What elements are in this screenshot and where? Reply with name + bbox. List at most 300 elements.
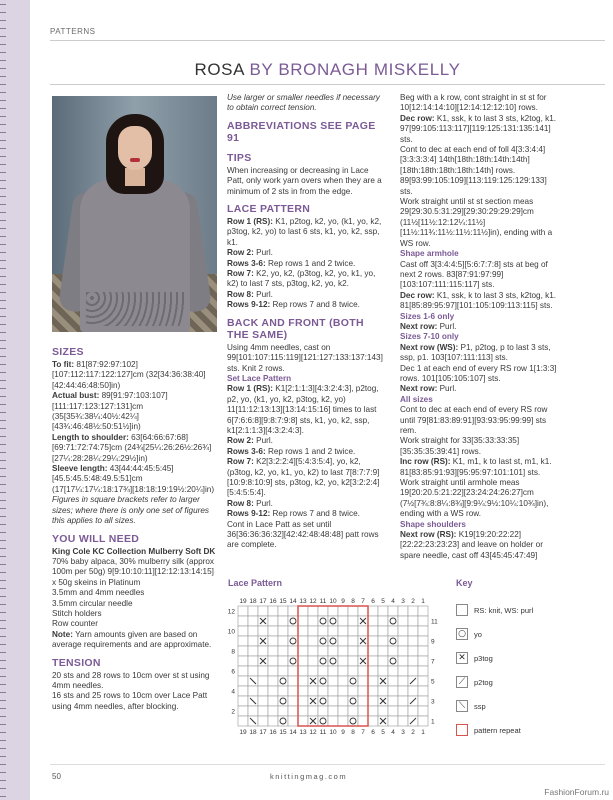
chart-cell bbox=[378, 616, 388, 626]
ruler-tick bbox=[0, 500, 6, 501]
chart-cell bbox=[318, 606, 328, 616]
ruler-tick bbox=[0, 644, 6, 645]
chart-cell bbox=[328, 606, 338, 616]
row-label: 1 bbox=[431, 718, 435, 726]
chart-cell bbox=[258, 626, 268, 636]
ruler-tick bbox=[0, 668, 6, 669]
chart-cell bbox=[388, 696, 398, 706]
chart-cell bbox=[288, 616, 298, 626]
chart-cell bbox=[398, 656, 408, 666]
chart-cell bbox=[408, 666, 418, 676]
chart-cell bbox=[378, 646, 388, 656]
chart-cell bbox=[268, 666, 278, 676]
chart-cell bbox=[288, 686, 298, 696]
chart-cell bbox=[368, 606, 378, 616]
chart-cell bbox=[418, 626, 428, 636]
chart-cell bbox=[278, 716, 288, 726]
column-number: 10 bbox=[329, 598, 337, 605]
ruler-tick bbox=[0, 300, 6, 301]
chart-cell bbox=[418, 696, 428, 706]
chart-cell bbox=[268, 646, 278, 656]
chart-cell bbox=[278, 706, 288, 716]
ruler-tick bbox=[0, 116, 6, 117]
chart-cell bbox=[338, 646, 348, 656]
chart-cell bbox=[268, 706, 278, 716]
chart-cell bbox=[368, 636, 378, 646]
ruler-tick bbox=[0, 516, 6, 517]
column-number: 7 bbox=[361, 598, 365, 605]
ruler-tick bbox=[0, 628, 6, 629]
chart-cell bbox=[358, 696, 368, 706]
ruler-tick bbox=[0, 100, 6, 101]
chart-cell bbox=[288, 626, 298, 636]
sizes-column: SIZES To fit: 81[87:92:97:102][107:112:117:122:127]cm (32[34:36:38:40][42:44:46:48:50]in) Actual bust: 89[91:97:103:107][111:117:123:127:131]cm (35[35¾:38¼:40½:42¼][43¾:46:48½:50:51½]in) Length to shoulder: 63[64:66:67:68][69:71:72:74:75]cm (24¾[25¼:26:26½:26¾][27¼:28:28¼:29¼:29½]in) Sleeve length: 43[44:44:45:5:45][45.5:45.5:48:49.5:51]cm (17[17¼:17¼:18:17¾][18:18:19:19½:20¼]in) Figures in square brackets refer to larger sizes; where there is only one set of figures this applies to all sizes. YOU WILL NEED King Cole KC Collection Mulberry Soft DK 70% baby alpaca, 30% mulberry silk (approx 100m per 50g) 9[9:10:10:11][12:12:13:14:15] x 50g skeins in Platinum 3.5mm and 4mm needles 3.5mm circular needle Stitch holders Row counter Note: Yarn amounts given are based on average requirements and are approximate. TENSION 20 sts and 28 rows to 10cm over st st using 4mm needles. 16 sts and 25 rows to 10cm over Lace Patt using 4mm needles, after blocking. bbox=[52, 346, 216, 711]
chart-cell bbox=[248, 666, 258, 676]
chart-cell bbox=[238, 666, 248, 676]
key-label: ssp bbox=[474, 701, 486, 711]
chart-cell bbox=[248, 646, 258, 656]
chart-cell bbox=[308, 686, 318, 696]
key-title: Key bbox=[456, 578, 473, 588]
chart-cell bbox=[368, 706, 378, 716]
chart-cell bbox=[238, 656, 248, 666]
ruler-tick bbox=[0, 20, 6, 21]
ruler-tick bbox=[0, 572, 6, 573]
chart-cell bbox=[318, 656, 328, 666]
ruler-tick bbox=[0, 540, 6, 541]
key-symbol-icon: ✕ bbox=[456, 652, 468, 664]
chart-cell bbox=[248, 616, 258, 626]
chart-cell bbox=[338, 686, 348, 696]
chart-cell bbox=[408, 626, 418, 636]
column-number: 16 bbox=[269, 598, 277, 605]
ruler-tick bbox=[0, 588, 6, 589]
chart-cell bbox=[288, 666, 298, 676]
chart-cell bbox=[388, 616, 398, 626]
chart-cell bbox=[328, 676, 338, 686]
chart-cell bbox=[238, 696, 248, 706]
key-label: pattern repeat bbox=[474, 725, 521, 735]
ruler-tick bbox=[0, 652, 6, 653]
chart-cell bbox=[308, 666, 318, 676]
chart-cell bbox=[408, 656, 418, 666]
ruler-tick bbox=[0, 532, 6, 533]
chart-cell bbox=[278, 616, 288, 626]
chart-cell bbox=[328, 666, 338, 676]
ruler-tick bbox=[0, 412, 6, 413]
ruler-tick bbox=[0, 756, 6, 757]
chart-cell bbox=[298, 656, 308, 666]
ruler-tick bbox=[0, 12, 6, 13]
chart-cell bbox=[338, 636, 348, 646]
chart-cell bbox=[238, 626, 248, 636]
ruler-tick bbox=[0, 332, 6, 333]
ruler-tick bbox=[0, 772, 6, 773]
row-label: 6 bbox=[231, 668, 235, 676]
chart-cell bbox=[398, 706, 408, 716]
chart-cell bbox=[398, 676, 408, 686]
chart-cell bbox=[318, 686, 328, 696]
chart-cell bbox=[318, 646, 328, 656]
set-lace-subheading: Set Lace Pattern bbox=[227, 373, 292, 383]
chart-cell bbox=[348, 676, 358, 686]
chart-cell bbox=[388, 716, 398, 726]
ruler-tick bbox=[0, 524, 6, 525]
page-title bbox=[50, 60, 605, 80]
chart-cell bbox=[248, 636, 258, 646]
chart-cell bbox=[268, 676, 278, 686]
divider bbox=[50, 40, 605, 41]
ruler-tick bbox=[0, 460, 6, 461]
ruler-tick bbox=[0, 676, 6, 677]
column-number: 5 bbox=[381, 598, 385, 605]
column-number: 19 bbox=[239, 729, 247, 736]
model-photo bbox=[52, 96, 217, 332]
ruler-tick bbox=[0, 596, 6, 597]
chart-cell bbox=[298, 696, 308, 706]
column-number: 18 bbox=[249, 729, 257, 736]
ruler-tick bbox=[0, 420, 6, 421]
chart-cell bbox=[418, 686, 428, 696]
divider bbox=[50, 764, 605, 765]
ruler-tick bbox=[0, 276, 6, 277]
chart-cell bbox=[348, 716, 358, 726]
key-symbol-icon bbox=[456, 604, 468, 616]
chart-cell bbox=[328, 716, 338, 726]
chart-cell bbox=[348, 666, 358, 676]
ruler-tick bbox=[0, 92, 6, 93]
edge-ruler bbox=[0, 0, 30, 800]
chart-cell bbox=[368, 656, 378, 666]
column-number: 15 bbox=[279, 729, 287, 736]
chart-cell bbox=[238, 616, 248, 626]
ruler-tick bbox=[0, 692, 6, 693]
ruler-tick bbox=[0, 164, 6, 165]
chart-cell bbox=[258, 666, 268, 676]
ruler-tick bbox=[0, 780, 6, 781]
chart-cell bbox=[408, 636, 418, 646]
key-item bbox=[456, 628, 482, 640]
chart-cell bbox=[238, 686, 248, 696]
chart-cell bbox=[348, 626, 358, 636]
ruler-tick bbox=[0, 348, 6, 349]
chart-cell bbox=[388, 676, 398, 686]
row-label: 8 bbox=[231, 648, 235, 656]
chart-cell bbox=[418, 646, 428, 656]
chart-cell bbox=[348, 606, 358, 616]
row-label: 2 bbox=[231, 708, 235, 716]
chart-cell bbox=[258, 646, 268, 656]
chart-cell bbox=[338, 676, 348, 686]
column-number: 6 bbox=[371, 729, 375, 736]
ruler-tick bbox=[0, 324, 6, 325]
chart-cell bbox=[398, 616, 408, 626]
chart-cell bbox=[338, 606, 348, 616]
chart-cell bbox=[248, 606, 258, 616]
chart-cell bbox=[338, 656, 348, 666]
chart-cell bbox=[298, 616, 308, 626]
chart-cell bbox=[308, 626, 318, 636]
chart-cell bbox=[348, 686, 358, 696]
row-label: 3 bbox=[431, 698, 435, 706]
chart-cell bbox=[388, 656, 398, 666]
chart-cell bbox=[358, 606, 368, 616]
ruler-tick bbox=[0, 244, 6, 245]
ruler-tick bbox=[0, 292, 6, 293]
key-symbol-icon: ○ bbox=[456, 628, 468, 640]
chart-cell bbox=[318, 636, 328, 646]
ruler-tick bbox=[0, 372, 6, 373]
chart-cell bbox=[238, 676, 248, 686]
chart-cell bbox=[398, 626, 408, 636]
ruler-tick bbox=[0, 140, 6, 141]
ruler-tick bbox=[0, 476, 6, 477]
ruler-tick bbox=[0, 660, 6, 661]
chart-cell bbox=[348, 616, 358, 626]
ruler-tick bbox=[0, 172, 6, 173]
chart-cell bbox=[288, 716, 298, 726]
chart-cell bbox=[328, 656, 338, 666]
chart-cell bbox=[398, 686, 408, 696]
ruler-tick bbox=[0, 356, 6, 357]
chart-cell bbox=[338, 616, 348, 626]
ruler-tick bbox=[0, 564, 6, 565]
chart-cell bbox=[268, 616, 278, 626]
chart-cell bbox=[318, 626, 328, 636]
ruler-tick bbox=[0, 180, 6, 181]
chart-cell bbox=[268, 696, 278, 706]
chart-cell bbox=[348, 656, 358, 666]
chart-cell bbox=[278, 656, 288, 666]
row-label: 7 bbox=[431, 658, 435, 666]
ruler-tick bbox=[0, 764, 6, 765]
key-item bbox=[456, 700, 486, 712]
ruler-tick bbox=[0, 156, 6, 157]
ruler-tick bbox=[0, 52, 6, 53]
column-number: 15 bbox=[279, 598, 287, 605]
chart-cell bbox=[318, 706, 328, 716]
chart-cell bbox=[358, 646, 368, 656]
chart-cell bbox=[238, 716, 248, 726]
ruler-tick bbox=[0, 252, 6, 253]
ruler-tick bbox=[0, 148, 6, 149]
chart-cell bbox=[418, 636, 428, 646]
ruler-tick bbox=[0, 260, 6, 261]
chart-cell bbox=[408, 606, 418, 616]
chart-cell bbox=[258, 696, 268, 706]
chart-cell bbox=[238, 646, 248, 656]
key-label: p3tog bbox=[474, 653, 493, 663]
chart-cell bbox=[238, 606, 248, 616]
column-number: 13 bbox=[299, 729, 307, 736]
chart-cell bbox=[398, 696, 408, 706]
row-label: 9 bbox=[431, 638, 435, 646]
column-number: 2 bbox=[411, 598, 415, 605]
column-number: 19 bbox=[239, 598, 247, 605]
chart-cell bbox=[388, 626, 398, 636]
chart-cell bbox=[368, 646, 378, 656]
ruler-tick bbox=[0, 236, 6, 237]
row-label: 11 bbox=[431, 618, 438, 626]
ruler-tick bbox=[0, 388, 6, 389]
ruler-tick bbox=[0, 428, 6, 429]
chart-cell bbox=[308, 706, 318, 716]
ruler-tick bbox=[0, 396, 6, 397]
key-item bbox=[456, 676, 493, 688]
back-front-heading: BACK AND FRONT (BOTH THE SAME) bbox=[227, 316, 364, 341]
column-number: 3 bbox=[401, 598, 405, 605]
chart-cell bbox=[398, 606, 408, 616]
ruler-tick bbox=[0, 340, 6, 341]
row-label: 12 bbox=[227, 608, 235, 616]
ruler-tick bbox=[0, 620, 6, 621]
chart-cell bbox=[268, 656, 278, 666]
chart-cell bbox=[358, 666, 368, 676]
chart-cell bbox=[298, 626, 308, 636]
ruler-tick bbox=[0, 436, 6, 437]
chart-cell bbox=[238, 706, 248, 716]
instructions-column-2: Use larger or smaller needles if necessary to obtain correct tension. ABBREVIATIONS SEE PAGE 91 TIPS When increasing or decreasing in Lace Patt, only work yarn overs when they are a minimum of 2 sts in from the edge. LACE PATTERN Row 1 (RS): K1, p2tog, k2, yo, (k1, yo, k2, p3tog, k2, yo) to last 6 sts, k1, yo, k2, ssp, k1. Row 2: Purl. Rows 3-6: Rep rows 1 and 2 twice. Row 7: K2, yo, k2, (p3tog, k2, yo, k1, yo, k2) to last 7 sts, p3tog, k2, yo, k2. Row 8: Purl. Rows 9-12: Rep rows 7 and 8 twice. BACK AND FRONT (BOTH THE SAME) Using 4mm needles, cast on 99[101:107:115:119][121:127:133:137:143] sts. Knit 2 rows. Set Lace Pattern Row 1 (RS): K1[2:1:1:3][4:3:2:4:3], p2tog, p2, yo, (k1, yo, k2, p3tog, k2, yo) 11[11:12:13:13][13:14:15:16] times to last 6[7:6:6:8][9:8:7:9:8] sts, k1, yo, k2, ssp, k1[2:1:1:3][4:3:2:4:3]. Row 2: Purl. Rows 3-6: Rep rows 1 and 2 twice. Row 7: K2[3:2:2:4][5:4:3:5:4], yo, k2, (p3tog, k2, yo, k1, yo, k2) to last 7[8:7:7:9][10:9:8:10:9] sts, p3tog, k2, yo, k2[3:2:2:4][5:4:5:5:4]. Row 8: Purl. Rows 9-12: Rep rows 7 and 8 twice. Cont in Lace Patt as set until 36[36:36:36:32][42:42:48:48:48] patt rows are complete. bbox=[227, 93, 387, 551]
chart-cell bbox=[308, 656, 318, 666]
key-symbol-icon: ⟋ bbox=[456, 676, 468, 688]
chart-cell bbox=[278, 686, 288, 696]
key-item bbox=[456, 604, 533, 616]
chart-cell bbox=[388, 666, 398, 676]
chart-cell bbox=[258, 686, 268, 696]
ruler-tick bbox=[0, 204, 6, 205]
key-label: p2tog bbox=[474, 677, 493, 687]
chart-cell bbox=[408, 646, 418, 656]
chart-cell bbox=[248, 686, 258, 696]
column-number: 7 bbox=[361, 729, 365, 736]
chart-cell bbox=[328, 636, 338, 646]
column-number: 14 bbox=[289, 598, 297, 605]
chart-cell bbox=[398, 646, 408, 656]
chart-cell bbox=[388, 686, 398, 696]
chart-cell bbox=[308, 646, 318, 656]
ruler-tick bbox=[0, 604, 6, 605]
watermark: FashionForum.ru bbox=[544, 787, 609, 797]
chart-cell bbox=[338, 696, 348, 706]
chart-cell bbox=[298, 666, 308, 676]
ruler-tick bbox=[0, 732, 6, 733]
chart-cell bbox=[328, 646, 338, 656]
lace-pattern-chart bbox=[226, 594, 438, 746]
ruler-tick bbox=[0, 132, 6, 133]
column-number: 11 bbox=[319, 729, 327, 736]
ruler-tick bbox=[0, 484, 6, 485]
ruler-tick bbox=[0, 740, 6, 741]
ruler-tick bbox=[0, 700, 6, 701]
chart-cell bbox=[418, 676, 428, 686]
chart-cell bbox=[248, 656, 258, 666]
ruler-tick bbox=[0, 76, 6, 77]
chart-cell bbox=[338, 716, 348, 726]
chart-cell bbox=[278, 666, 288, 676]
chart-cell bbox=[338, 706, 348, 716]
chart-cell bbox=[358, 626, 368, 636]
ruler-tick bbox=[0, 188, 6, 189]
chart-cell bbox=[278, 636, 288, 646]
ruler-tick bbox=[0, 788, 6, 789]
chart-cell bbox=[348, 646, 358, 656]
ruler-tick bbox=[0, 212, 6, 213]
chart-cell bbox=[288, 696, 298, 706]
chart-cell bbox=[398, 666, 408, 676]
ruler-tick bbox=[0, 84, 6, 85]
chart-cell bbox=[388, 646, 398, 656]
ruler-tick bbox=[0, 108, 6, 109]
ruler-tick bbox=[0, 316, 6, 317]
tension-heading: TENSION bbox=[52, 656, 101, 669]
ruler-tick bbox=[0, 636, 6, 637]
chart-cell bbox=[388, 706, 398, 716]
column-number: 8 bbox=[351, 729, 355, 736]
chart-cell bbox=[318, 666, 328, 676]
chart-cell bbox=[418, 616, 428, 626]
chart-cell bbox=[368, 716, 378, 726]
chart-cell bbox=[248, 626, 258, 636]
key-item bbox=[456, 724, 521, 736]
designer-name: BY BRONAGH MISKELLY bbox=[249, 60, 461, 79]
ruler-tick bbox=[0, 308, 6, 309]
chart-cell bbox=[268, 626, 278, 636]
chart-cell bbox=[408, 706, 418, 716]
ruler-tick bbox=[0, 468, 6, 469]
ruler-tick bbox=[0, 228, 6, 229]
chart-cell bbox=[318, 716, 328, 726]
ruler-tick bbox=[0, 124, 6, 125]
column-number: 9 bbox=[341, 598, 345, 605]
ruler-tick bbox=[0, 748, 6, 749]
ruler-tick bbox=[0, 508, 6, 509]
chart-cell bbox=[258, 706, 268, 716]
chart-cell bbox=[398, 636, 408, 646]
chart-cell bbox=[288, 636, 298, 646]
pattern-name: ROSA bbox=[194, 60, 245, 79]
chart-cell bbox=[378, 706, 388, 716]
key-symbol-icon: ⟍ bbox=[456, 700, 468, 712]
ruler-tick bbox=[0, 796, 6, 797]
tips-heading: TIPS bbox=[227, 151, 252, 164]
chart-cell bbox=[328, 696, 338, 706]
chart-cell bbox=[348, 696, 358, 706]
chart-cell bbox=[268, 606, 278, 616]
chart-cell bbox=[338, 666, 348, 676]
ruler-tick bbox=[0, 44, 6, 45]
chart-cell bbox=[418, 606, 428, 616]
sizes-heading: SIZES bbox=[52, 346, 84, 358]
ruler-tick bbox=[0, 612, 6, 613]
chart-cell bbox=[308, 636, 318, 646]
chart-cell bbox=[288, 646, 298, 656]
chart-cell bbox=[358, 676, 368, 686]
column-number: 4 bbox=[391, 598, 395, 605]
chart-cell bbox=[368, 676, 378, 686]
column-number: 1 bbox=[421, 598, 425, 605]
chart-cell bbox=[308, 606, 318, 616]
chart-cell bbox=[368, 696, 378, 706]
chart-cell bbox=[268, 686, 278, 696]
column-number: 12 bbox=[309, 729, 317, 736]
chart-cell bbox=[338, 626, 348, 636]
chart-cell bbox=[368, 666, 378, 676]
chart-cell bbox=[288, 676, 298, 686]
chart-cell bbox=[298, 686, 308, 696]
chart-cell bbox=[298, 676, 308, 686]
ruler-tick bbox=[0, 220, 6, 221]
ruler-tick bbox=[0, 196, 6, 197]
